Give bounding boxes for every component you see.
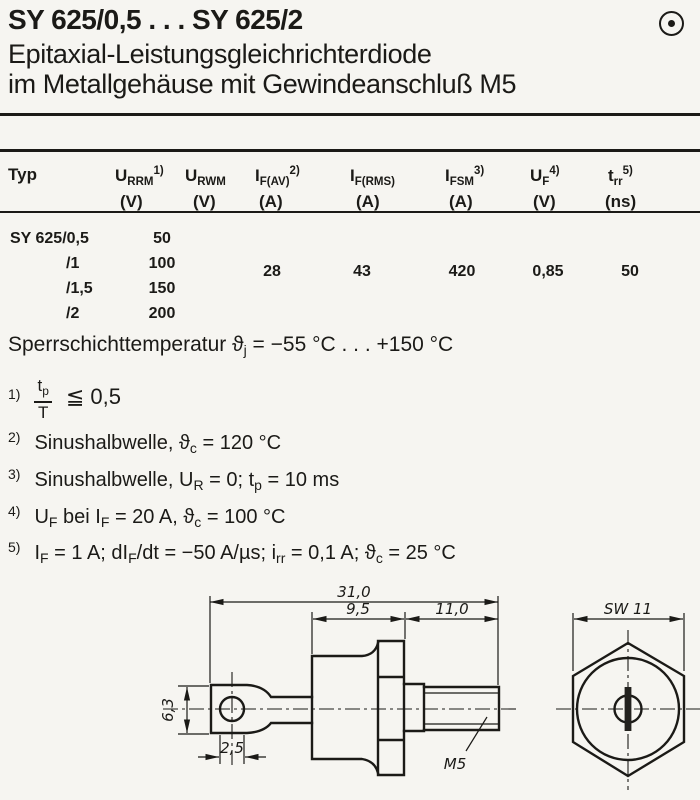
table-row-type: /1,5 bbox=[66, 280, 93, 297]
footnote-marker: 2) bbox=[8, 429, 21, 445]
footnote-ref: 5) bbox=[622, 165, 633, 177]
dim-label-lug: 6,3 bbox=[159, 698, 177, 722]
ifav-value: 28 bbox=[263, 263, 281, 280]
symbol-sub: F bbox=[542, 176, 550, 188]
theta-symbol: ϑ bbox=[232, 333, 244, 356]
footnote-marker: 4) bbox=[8, 503, 21, 519]
label: Sperrschichttemperatur bbox=[8, 333, 233, 356]
numerator: $t_p$ bbox=[37, 376, 49, 398]
page-subtitle bbox=[8, 39, 516, 99]
symbol: t bbox=[608, 166, 614, 185]
unit: (A) bbox=[449, 192, 473, 211]
ifsm-value: 420 bbox=[448, 263, 476, 280]
symbol-sub: RWM bbox=[197, 176, 226, 188]
junction-temperature-line bbox=[8, 333, 453, 358]
value: = −55 °C . . . +150 °C bbox=[246, 333, 454, 356]
footnote-2: $^{2)}$ Sinushalbwelle, $ϑ_c = 120$ °C bbox=[8, 429, 282, 456]
dim-label-total: 31,0 bbox=[337, 583, 371, 601]
condition: ≦ 0,5 bbox=[65, 384, 122, 410]
package-dimension-drawing bbox=[0, 580, 700, 800]
tp-over-t-fraction bbox=[34, 376, 51, 422]
symbol: I bbox=[445, 166, 450, 185]
diode-body-outline bbox=[312, 643, 378, 773]
circled-dot-icon bbox=[659, 11, 684, 36]
dim-label-body: 9,5 bbox=[346, 600, 370, 618]
footnote-marker: 1) bbox=[8, 386, 21, 403]
unit: (V) bbox=[120, 192, 143, 211]
column-header-ifav bbox=[255, 165, 300, 212]
urrm-value: 100 bbox=[148, 255, 176, 272]
footnote-4: $^{4)}$ $U_F$ bei $I_F = 20$ A, $ϑ_c = 100$ °C bbox=[8, 503, 286, 530]
unit: (V) bbox=[533, 192, 556, 211]
subtitle-line-1: Epitaxial-Leistungsgleichrichterdiode bbox=[8, 39, 432, 69]
table-row-type: /1 bbox=[66, 255, 80, 272]
footnote-ref: 4) bbox=[549, 165, 560, 177]
uf-value: 0,85 bbox=[532, 263, 564, 280]
column-header-ifsm bbox=[445, 165, 484, 212]
dot bbox=[668, 20, 675, 27]
unit: (V) bbox=[193, 192, 216, 211]
theta-sub: j bbox=[243, 342, 247, 358]
footnote-1 bbox=[8, 378, 121, 424]
footnote-ref: 2) bbox=[289, 165, 300, 177]
extension-lines-body bbox=[312, 612, 405, 654]
extension-lines-lug bbox=[178, 686, 209, 734]
ifrms-value: 43 bbox=[353, 263, 371, 280]
table-row-type: /2 bbox=[66, 305, 80, 322]
dim-label-hole: 2,5 bbox=[220, 739, 244, 757]
symbol: U bbox=[530, 166, 543, 185]
symbol-sub: FSM bbox=[449, 176, 475, 188]
symbol-sub: F(AV) bbox=[259, 176, 290, 188]
symbol: I bbox=[255, 166, 260, 185]
urrm-value: 50 bbox=[153, 230, 171, 247]
thread-label: M5 bbox=[443, 755, 467, 773]
footnote-ref: 3) bbox=[474, 165, 485, 177]
column-header-ifrms bbox=[350, 165, 395, 212]
stud-neck bbox=[404, 684, 424, 731]
wrench-size-label: SW 11 bbox=[603, 600, 653, 618]
urrm-value: 200 bbox=[148, 305, 176, 322]
column-header-urrm bbox=[115, 165, 164, 212]
footnote-5: $^{5)}$ $I_F = 1$ A; $dI_F/dt = -50$ A/µs; $i_{rr} = 0,1$ A; $ϑ_c = 25$ °C bbox=[8, 539, 456, 566]
denominator: T bbox=[37, 403, 49, 422]
symbol: I bbox=[350, 166, 355, 185]
hex-flange-side bbox=[378, 641, 404, 775]
column-header-urwm bbox=[185, 165, 226, 212]
table-row-type: SY 625/0,5 bbox=[10, 230, 89, 247]
unit: (A) bbox=[259, 192, 283, 211]
page-title: SY 625/0,5 . . . SY 625/2 bbox=[8, 4, 303, 35]
symbol-sub: F(RMS) bbox=[354, 176, 395, 188]
horizontal-rule-table-top bbox=[0, 149, 700, 152]
symbol: U bbox=[185, 166, 198, 185]
footnote-marker: 3) bbox=[8, 466, 21, 482]
trr-value: 50 bbox=[621, 263, 639, 280]
symbol: U bbox=[115, 166, 128, 185]
footnote-3: $^{3)}$ Sinushalbwelle, $U_R = 0$; $t_p = 10$ ms bbox=[8, 466, 340, 493]
dim-label-stud: 11,0 bbox=[435, 600, 469, 618]
subtitle-line-2: im Metallgehäuse mit Gewindeanschluß M5 bbox=[8, 69, 517, 99]
urrm-value: 150 bbox=[148, 280, 176, 297]
column-header-typ: Typ bbox=[8, 165, 37, 184]
column-header-trr bbox=[605, 165, 637, 212]
symbol-sub: rr bbox=[613, 176, 623, 188]
unit: (ns) bbox=[605, 192, 637, 211]
column-header-uf bbox=[530, 165, 560, 212]
horizontal-rule-top bbox=[0, 113, 700, 116]
unit: (A) bbox=[356, 192, 380, 211]
footnote-marker: 5) bbox=[8, 539, 21, 555]
symbol-sub: RRM bbox=[127, 176, 154, 188]
slot bbox=[625, 687, 632, 731]
thread-leader-line bbox=[466, 717, 487, 751]
footnote-ref: 1) bbox=[153, 165, 164, 177]
